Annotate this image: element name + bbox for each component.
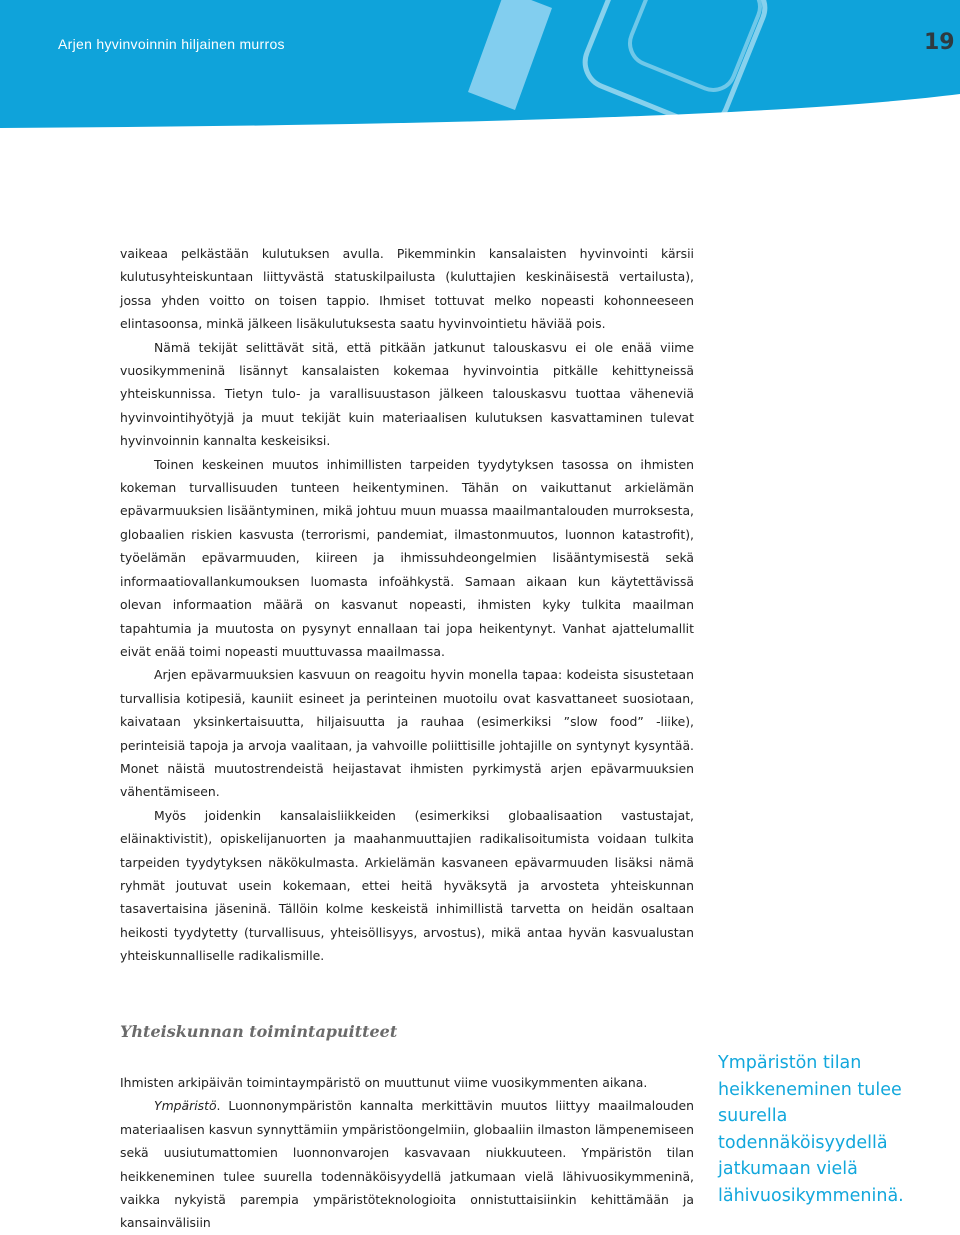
- header-band-graphic: [0, 0, 960, 128]
- page-number: 19: [924, 30, 955, 55]
- paragraph-body: . Luonnonympäristön kannalta merkittävin muutos liittyy maailmalouden materiaalisen kasvun synnyttämiin ympäristöongelmiin, globaaliin ilmaston lämpenemiseen sekä uusiutumattomien luonnonvarojen kasvavaan niukkuuteen. Ympäristön tilan heikkeneminen tulee suurella todennäköisyydellä jatkumaan vielä lähivuosikymmeninä, vaikka nykyistä parempia ympäristöteknologioita onnistuttaisiinkin kehittämään ja kansainvälisiin: [120, 1098, 694, 1231]
- paragraph: vaikeaa pelkästään kulutuksen avulla. Pikemminkin kansalaisten hyvinvointi kärsii kulutusyhteiskuntaan liittyvästä statuskilpailusta (kuluttajien keskinäisestä vertailusta), jossa yhden voitto on toisen tappio. Ihmiset tottuvat melko nopeasti kohonneeseen elintasoonsa, minkä jälkeen lisäkulutuksesta saatu hyvinvointietu häviää pois.: [120, 246, 694, 332]
- paragraph: Toinen keskeinen muutos inhimillisten tarpeiden tyydytyksen tasossa on ihmisten kokeman turvallisuuden tunteen heikentyminen. Tähän on vaikuttanut arkielämän epävarmuuksien lisääntyminen, mikä johtuu muun muassa maailmantalouden murroksesta, globaalien riskien kasvusta (terrorismi, pandemiat, ilmastonmuutos, luonnon katastrofit), työelämän epävarmuuden, kiireen ja ihmissuhdeongelmien lisääntymisestä sekä informaatiovallankumouksen luomasta infoähkystä. Samaan aikaan kun käytettävissä olevan informaation määrä on kasvanut nopeasti, ihmisten kyky tulkita maailman tapahtumia ja muutosta on pysynyt ennallaan tai jopa heikentynyt. Vanhat ajattelumallit eivät enää toimi nopeasti muuttuvassa maailmassa.: [120, 456, 694, 659]
- page-header: [0, 0, 960, 128]
- main-text: [120, 242, 694, 968]
- running-title: Arjen hyvinvoinnin hiljainen murros: [58, 36, 285, 52]
- paragraph: Nämä tekijät selittävät sitä, että pitkään jatkunut talouskasvu ei ole enää viime vuosikymmeninä lisännyt kansalaisten kokemaa hyvinvointia pitkälle kehittyneissä yhteiskunnissa. Tietyn tulo- ja varallisuustason jälkeen talouskasvu tuottaa väheneviä hyvinvointihyötyjä ja muut tekijät kuin materiaalisen kulutuksen kasvattaminen tulevat hyvinvoinnin kannalta keskeisiksi.: [120, 339, 694, 449]
- paragraph: Arjen epävarmuuksien kasvuun on reagoitu hyvin monella tapaa: kodeista sisustetaan turvallisia kotipesiä, kauniit esineet ja perinteinen muotoilu ovat kasvattaneet suosiotaan, kaivataan yksinkertaisuutta, hiljaisuutta ja rauhaa (esimerkiksi ”slow food” -liike), perinteisiä tapoja ja arvoja vaalitaan, ja vahvoille poliittisille johtajille on syntynyt kysyntää. Monet näistä muutostrendeistä heijastavat ihmisten pyrkimystä arjen epävarmuuksien vähentämiseen.: [120, 667, 694, 800]
- pull-quote: Ympäristön tilan heikkeneminen tulee suurella todennäköisyydellä jatkumaan vielä lähivuosikymmeninä.: [718, 1053, 904, 1206]
- paragraph: [120, 1094, 694, 1234]
- section-heading: Yhteiskunnan toimintapuitteet: [120, 1022, 398, 1041]
- paragraph-lead: Ympäristö: [154, 1098, 217, 1114]
- section-intro: Ihmisten arkipäivän toimintaympäristö on muuttunut viime vuosikymmenten aikana.: [120, 1075, 648, 1090]
- section-text: [120, 1071, 694, 1235]
- paragraph: Myös joidenkin kansalaisliikkeiden (esimerkiksi globaalisaation vastustajat, eläinaktivistit), opiskelijanuorten ja maahanmuuttajien radikalisoitumista voidaan tulkita tarpeiden tyydytyksen näkökulmasta. Arkielämän kasvaneen epävarmuuden lisäksi nämä ryhmät joutuvat usein kokemaan, ettei heitä hyväksytä ja arvosteta yhteiskunnan tasavertaisina jäseninä. Tällöin kolme keskeistä inhimillistä tarvetta on heidän osaltaan heikosti tyydytetty (turvallisuus, yhteisöllisyys, arvostus), mikä antaa hyvän kasvualustan yhteiskunnalliselle radikalismille.: [120, 807, 694, 964]
